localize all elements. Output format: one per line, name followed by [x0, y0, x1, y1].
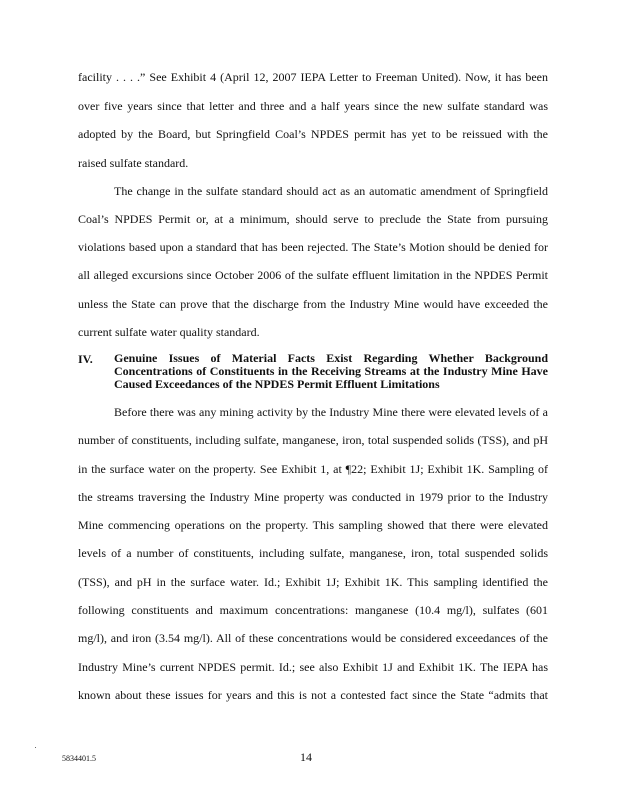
body-line-9: unless the State can prove that the discharge from the Industry Mine would have exceeded the	[78, 297, 548, 311]
body2-line-9: mg/l), and iron (3.54 mg/l). All of these concentrations would be considered exceedances of the	[78, 631, 548, 645]
body-line-6: Coal’s NPDES Permit or, at a minimum, should serve to preclude the State from pursuing	[78, 212, 548, 226]
body-line-5: The change in the sulfate standard should act as an automatic amendment of Springfield	[114, 184, 548, 198]
body2-line-8: following constituents and maximum concentrations: manganese (10.4 mg/l), sulfates (601	[78, 603, 548, 617]
body2-line-2: number of constituents, including sulfate, manganese, iron, total suspended solids (TSS), and pH	[78, 433, 548, 447]
body-line-7: violations based upon a standard that has been rejected. The State’s Motion should be denied for	[78, 240, 548, 254]
body-line-1: facility . . . .” See Exhibit 4 (April 12, 2007 IEPA Letter to Freeman United). Now, it has been	[78, 70, 548, 84]
body2-line-4: the streams traversing the Industry Mine property was conducted in 1979 prior to the Industry	[78, 490, 548, 504]
body2-line-10: Industry Mine’s current NPDES permit. Id.; see also Exhibit 1J and Exhibit 1K. The IEPA has	[78, 660, 548, 674]
body-line-3: adopted by the Board, but Springfield Coal’s NPDES permit has yet to be reissued with the	[78, 127, 548, 141]
section-heading-line-2: Concentrations of Constituents in the Receiving Streams at the Industry Mine Have	[114, 364, 548, 378]
section-heading-line-1: Genuine Issues of Material Facts Exist Regarding Whether Background	[114, 351, 548, 365]
section-heading-line-3: Caused Exceedances of the NPDES Permit Effluent Limitations	[114, 377, 440, 391]
body2-line-5: Mine commencing operations on the property. This sampling showed that there were elevated	[78, 518, 548, 532]
document-id: 5834401.5	[62, 754, 96, 763]
body2-line-3: in the surface water on the property. See Exhibit 1, at ¶22; Exhibit 1J; Exhibit 1K. Sampling of	[78, 462, 548, 476]
body-line-2: over five years since that letter and three and a half years since the new sulfate standard was	[78, 99, 548, 113]
page-number: 14	[300, 750, 312, 764]
body-line-4: raised sulfate standard.	[78, 156, 189, 170]
body2-line-11: known about these issues for years and this is not a contested fact since the State “admits that	[78, 688, 548, 702]
body2-line-1: Before there was any mining activity by the Industry Mine there were elevated levels of a	[114, 405, 548, 419]
body2-line-7: (TSS), and pH in the surface water. Id.; Exhibit 1J; Exhibit 1K. This sampling identified the	[78, 575, 548, 589]
section-number: IV.	[78, 352, 93, 366]
body-line-8: all alleged excursions since October 2006 of the sulfate effluent limitation in the NPDES Permit	[78, 268, 548, 282]
body2-line-6: levels of a number of constituents, including sulfate, manganese, iron, total suspended solids	[78, 546, 548, 560]
scan-speck	[35, 747, 36, 748]
body-line-10: current sulfate water quality standard.	[78, 325, 260, 339]
